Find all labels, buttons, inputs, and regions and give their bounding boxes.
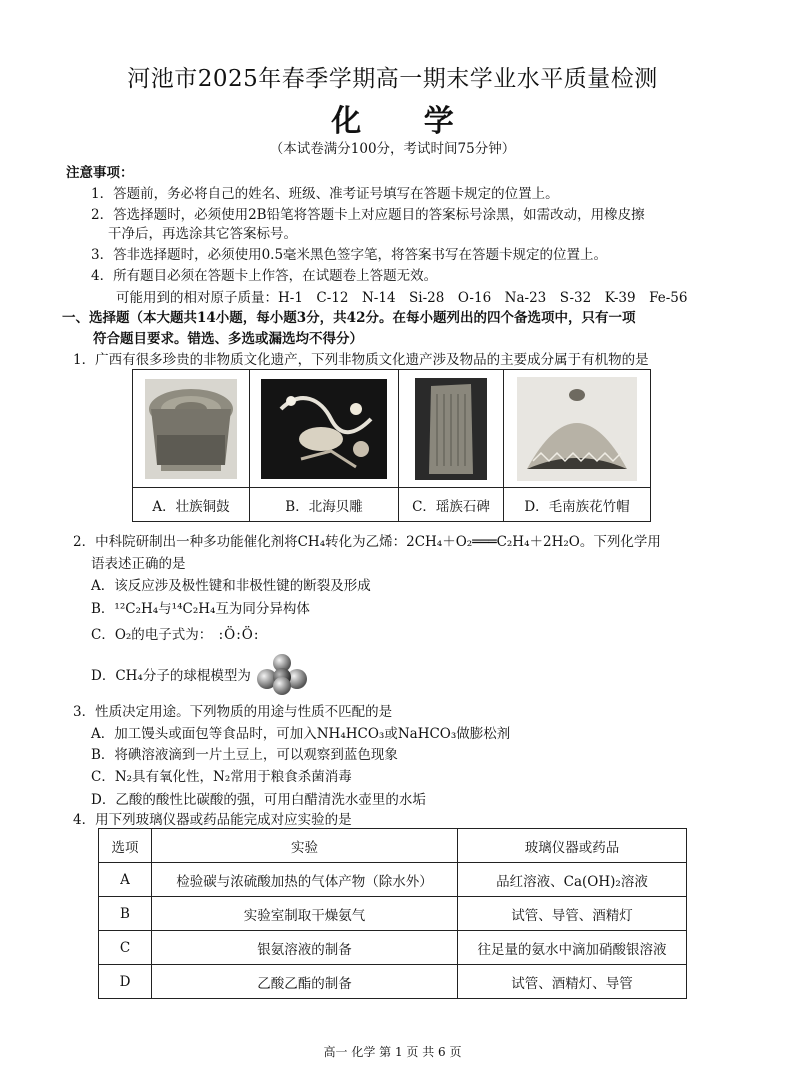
table-cell: 试管、导管、酒精灯 <box>458 897 687 931</box>
table-row <box>99 863 687 897</box>
question-4-table <box>98 828 687 999</box>
bamboo-hat-image <box>504 370 651 488</box>
o2-electron-formula: :Ö:Ö: <box>218 627 260 643</box>
table-cell: 往足量的氨水中滴加硝酸银溶液 <box>458 931 687 965</box>
note-item: 2．答选择题时，必须使用2B铅笔将答题卡上对应题目的答案标号涂黑，如需改动，用橡皮擦 <box>91 207 645 223</box>
table-cell: C <box>99 931 152 965</box>
question-3-option-c: C．N₂具有氧化性，N₂常用于粮食杀菌消毒 <box>91 769 352 785</box>
question-3-stem: 3．性质决定用途。下列物质的用途与性质不匹配的是 <box>73 704 393 720</box>
note-item: 4．所有题目必须在答题卡上作答，在试题卷上答题无效。 <box>91 268 438 284</box>
table-cell: 乙酸乙酯的制备 <box>152 965 458 999</box>
table-row <box>99 931 687 965</box>
table-cell: B <box>99 897 152 931</box>
table-cell: 品红溶液、Ca(OH)₂溶液 <box>458 863 687 897</box>
table-header: 选项 <box>99 829 152 863</box>
table-header: 实验 <box>152 829 458 863</box>
bronze-drum-image <box>133 370 250 488</box>
table-cell: 实验室制取干燥氨气 <box>152 897 458 931</box>
option-label: C．瑶族石碑 <box>399 488 504 522</box>
table-cell: 试管、酒精灯、导管 <box>458 965 687 999</box>
question-2-stem: 2．中科院研制出一种多功能催化剂将CH₄转化为乙烯：2CH₄＋O₂═══C₂H₄＋2H₂O。下列化学用 <box>73 534 661 550</box>
question-3-option-a: A．加工馒头或面包等食品时，可加入NH₄HCO₃或NaHCO₃做膨松剂 <box>91 726 511 742</box>
atomic-masses: 可能用到的相对原子质量：H-1 C-12 N-14 Si-28 O-16 Na-23 S-32 K-39 Fe-56 <box>116 290 688 306</box>
ch4-ball-stick-model-icon <box>255 653 309 695</box>
option-label: B．北海贝雕 <box>250 488 399 522</box>
option-label: D．毛南族花竹帽 <box>504 488 651 522</box>
table-cell: 银氨溶液的制备 <box>152 931 458 965</box>
notes-heading: 注意事项： <box>66 165 134 181</box>
stone-tablet-image <box>399 370 504 488</box>
option-label: A．壮族铜鼓 <box>133 488 250 522</box>
question-4-stem: 4．用下列玻璃仪器或药品能完成对应实验的是 <box>73 812 352 828</box>
table-cell: 检验碳与浓硫酸加热的气体产物（除水外） <box>152 863 458 897</box>
question-2-option-c <box>91 623 259 643</box>
question-2-option-a: A．该反应涉及极性键和非极性键的断裂及形成 <box>91 578 371 594</box>
exam-title: 河池市2025年春季学期高一期末学业水平质量检测 <box>127 66 658 92</box>
section-heading: 一、选择题（本大题共14小题，每小题3分，共42分。在每小题列出的四个备选项中，只有一项 <box>62 310 636 326</box>
question-2-option-b: B．¹²C₂H₄与¹⁴C₂H₄互为同分异构体 <box>91 601 310 617</box>
table-cell: D <box>99 965 152 999</box>
note-item: 3．答非选择题时，必须使用0.5毫米黑色签字笔，将答案书写在答题卡规定的位置上。 <box>91 247 608 263</box>
question-3-option-d: D．乙酸的酸性比碳酸的强，可用白醋清洗水壶里的水垢 <box>91 792 426 808</box>
table-row <box>99 897 687 931</box>
question-1-image-table <box>132 369 651 522</box>
section-heading-cont: 符合题目要求。错选、多选或漏选均不得分） <box>93 331 363 347</box>
exam-info: （本试卷满分100分，考试时间75分钟） <box>269 141 516 157</box>
question-2-stem-cont: 语表述正确的是 <box>91 556 186 572</box>
table-header: 玻璃仪器或药品 <box>458 829 687 863</box>
question-3-option-b: B．将碘溶液滴到一片土豆上，可以观察到蓝色现象 <box>91 747 398 763</box>
subject-title: 化 学 <box>331 104 480 139</box>
table-row <box>99 965 687 999</box>
note-item: 干净后，再选涂其它答案标号。 <box>108 226 297 242</box>
question-1-stem: 1．广西有很多珍贵的非物质文化遗产，下列非物质文化遗产涉及物品的主要成分属于有机物的是 <box>73 352 649 368</box>
question-2-option-d <box>91 653 309 695</box>
shell-carving-image <box>250 370 399 488</box>
note-item: 1．答题前，务必将自己的姓名、班级、准考证号填写在答题卡规定的位置上。 <box>91 186 559 202</box>
option-d-text: D．CH₄分子的球棍模型为 <box>91 668 251 684</box>
option-c-text: C．O₂的电子式为： <box>91 627 213 643</box>
table-cell: A <box>99 863 152 897</box>
page-footer: 高一 化学 第 1 页 共 6 页 <box>323 1045 462 1059</box>
